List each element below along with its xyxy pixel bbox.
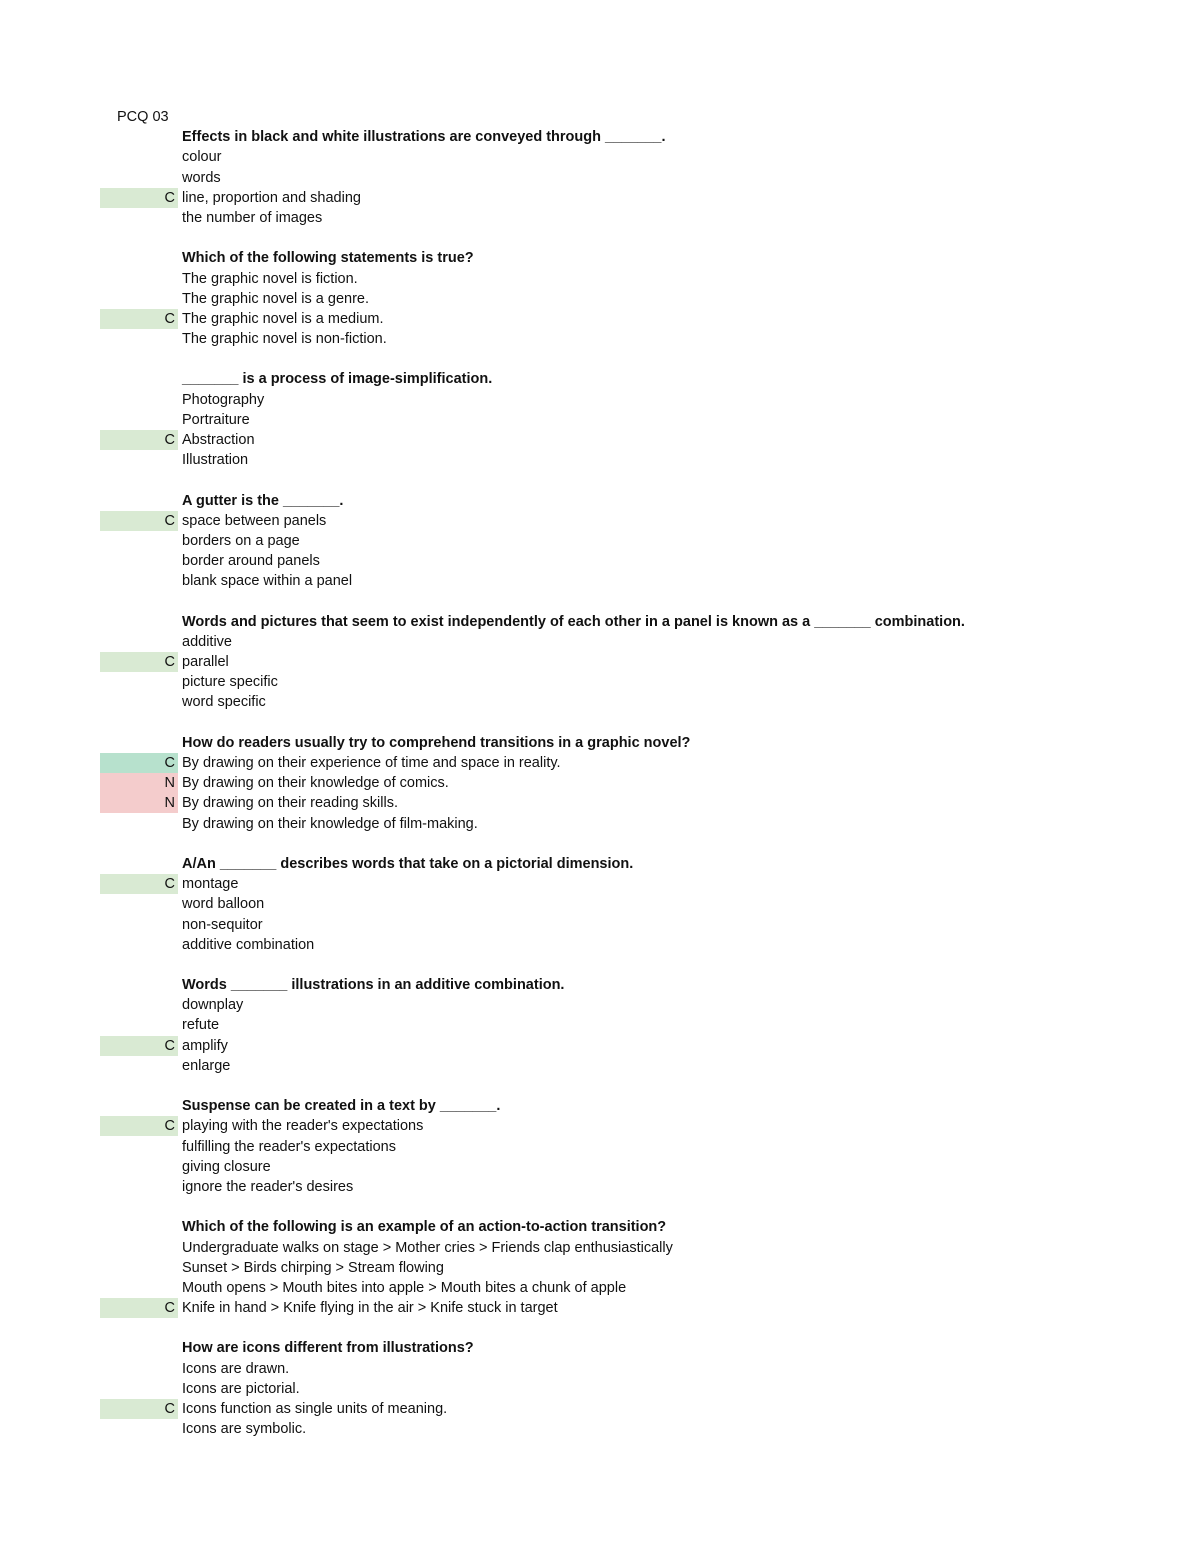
answer-option-text: giving closure: [182, 1158, 271, 1175]
mark-cell: [100, 1419, 178, 1439]
mark-cell: [100, 551, 178, 571]
answer-option-text: borders on a page: [182, 532, 300, 549]
spacer: [0, 834, 1200, 854]
mark-cell: [100, 1359, 178, 1379]
mark-cell: [100, 147, 178, 167]
answer-option-row: [0, 208, 1200, 228]
answer-option-text: border around panels: [182, 553, 320, 570]
correct-mark-cell: C: [100, 309, 178, 329]
answer-option-row: [0, 672, 1200, 692]
mark-cell: [100, 269, 178, 289]
answer-option-row: [0, 571, 1200, 591]
question-row: [0, 975, 1200, 995]
correct-mark-cell: C: [100, 652, 178, 672]
answer-option-row: [0, 511, 1200, 531]
mark-cell: [100, 1379, 178, 1399]
spacer: [0, 1197, 1200, 1217]
answer-option-text: Undergraduate walks on stage > Mother cries > Friends clap enthusiastically: [182, 1239, 673, 1256]
question-text: A gutter is the _______.: [182, 492, 344, 509]
answer-option-text: By drawing on their reading skills.: [182, 795, 398, 812]
answer-option-row: [0, 551, 1200, 571]
answer-option-text: Photography: [182, 391, 265, 408]
question-text: A/An _______ describes words that take on a pictorial dimension.: [182, 855, 634, 872]
answer-option-row: [0, 1278, 1200, 1298]
answer-option-row: [0, 329, 1200, 349]
mark-cell: [100, 814, 178, 834]
answer-option-text: space between panels: [182, 512, 327, 529]
answer-option-text: Icons are pictorial.: [182, 1380, 300, 1397]
answer-option-text: Illustration: [182, 452, 249, 469]
answer-option-text: additive: [182, 633, 232, 650]
question-block: [0, 612, 1200, 733]
answer-option-text: Knife in hand > Knife flying in the air > Knife stuck in target: [182, 1300, 558, 1317]
mark-cell: [100, 672, 178, 692]
answer-option-row: [0, 147, 1200, 167]
correct-mark-cell: C: [100, 874, 178, 894]
mark-cell: [100, 1015, 178, 1035]
question-row: [0, 733, 1200, 753]
correct-mark-cell: C: [100, 430, 178, 450]
question-block: [0, 127, 1200, 248]
mark-cell: [100, 1238, 178, 1258]
answer-option-text: the number of images: [182, 209, 323, 226]
answer-option-text: word balloon: [182, 896, 265, 913]
question-block: [0, 248, 1200, 369]
answer-option-row: [0, 874, 1200, 894]
mark-cell: [100, 390, 178, 410]
answer-option-row: [0, 995, 1200, 1015]
answer-option-row: [0, 793, 1200, 813]
question-block: [0, 1096, 1200, 1217]
question-row: [0, 1338, 1200, 1358]
answer-option-text: Sunset > Birds chirping > Stream flowing: [182, 1259, 444, 1276]
answer-option-text: additive combination: [182, 936, 315, 953]
mark-cell: [100, 410, 178, 430]
answer-option-text: playing with the reader's expectations: [182, 1118, 424, 1135]
answer-option-text: The graphic novel is fiction.: [182, 270, 358, 287]
answer-option-text: enlarge: [182, 1057, 231, 1074]
answer-option-text: By drawing on their knowledge of film-making.: [182, 815, 478, 832]
correct-mark-cell: C: [100, 753, 178, 773]
correct-mark-cell: C: [100, 511, 178, 531]
question-row: [0, 127, 1200, 147]
answer-option-text: By drawing on their knowledge of comics.: [182, 775, 449, 792]
answer-option-row: [0, 390, 1200, 410]
question-block: [0, 1338, 1200, 1459]
mark-cell: [100, 1258, 178, 1278]
answer-option-text: The graphic novel is a genre.: [182, 290, 369, 307]
question-text: Suspense can be created in a text by _______.: [182, 1098, 501, 1115]
answer-option-text: fulfilling the reader's expectations: [182, 1138, 396, 1155]
question-text: Which of the following statements is true?: [182, 250, 474, 267]
answer-option-text: refute: [182, 1017, 220, 1034]
question-text: How do readers usually try to comprehend transitions in a graphic novel?: [182, 734, 691, 751]
question-text: _______ is a process of image-simplification.: [182, 371, 493, 388]
question-row: [0, 612, 1200, 632]
question-row: [0, 248, 1200, 268]
mark-cell: [100, 1278, 178, 1298]
answer-option-row: [0, 1419, 1200, 1439]
answer-option-row: [0, 1359, 1200, 1379]
answer-option-text: colour: [182, 149, 222, 166]
answer-option-row: [0, 1177, 1200, 1197]
correct-mark-cell: C: [100, 1116, 178, 1136]
answer-option-row: [0, 1399, 1200, 1419]
wrong-mark-cell: N: [100, 773, 178, 793]
answer-option-row: [0, 1036, 1200, 1056]
question-block: [0, 854, 1200, 975]
answer-option-text: word specific: [182, 694, 266, 711]
answer-option-row: [0, 289, 1200, 309]
answer-option-text: line, proportion and shading: [182, 189, 361, 206]
mark-cell: [100, 1056, 178, 1076]
question-row: [0, 1096, 1200, 1116]
question-block: [0, 733, 1200, 854]
answer-option-row: [0, 1116, 1200, 1136]
answer-option-row: [0, 1238, 1200, 1258]
answer-option-row: [0, 309, 1200, 329]
answer-option-row: [0, 269, 1200, 289]
sheet-title-row: [0, 107, 1200, 127]
question-text: How are icons different from illustrations?: [182, 1340, 474, 1357]
correct-mark-cell: C: [100, 188, 178, 208]
answer-option-text: montage: [182, 876, 239, 893]
answer-option-row: [0, 935, 1200, 955]
correct-mark-cell: C: [100, 1036, 178, 1056]
question-row: [0, 369, 1200, 389]
answer-option-text: Icons are symbolic.: [182, 1421, 307, 1438]
answer-option-row: [0, 1157, 1200, 1177]
answer-option-row: [0, 773, 1200, 793]
answer-option-text: Abstraction: [182, 432, 255, 448]
mark-cell: [100, 1157, 178, 1177]
answer-option-row: [0, 753, 1200, 773]
mark-cell: [100, 208, 178, 228]
answer-option-row: [0, 188, 1200, 208]
mark-cell: [100, 692, 178, 712]
spacer: [0, 1076, 1200, 1096]
mark-cell: [100, 915, 178, 935]
answer-option-row: [0, 168, 1200, 188]
answer-option-text: By drawing on their experience of time and space in reality.: [182, 755, 561, 771]
answer-option-row: [0, 894, 1200, 914]
question-text: Words _______ illustrations in an additive combination.: [182, 977, 565, 994]
answer-option-row: [0, 531, 1200, 551]
question-text: Effects in black and white illustrations are conveyed through _______.: [182, 129, 666, 146]
spacer: [0, 955, 1200, 975]
answer-option-row: [0, 410, 1200, 430]
question-text: Words and pictures that seem to exist independently of each other in a panel is known as a _______ combination.: [182, 613, 965, 630]
spacer: [0, 713, 1200, 733]
question-row: [0, 1217, 1200, 1237]
mark-cell: [100, 632, 178, 652]
answer-option-text: The graphic novel is non-fiction.: [182, 331, 387, 348]
answer-option-row: [0, 1379, 1200, 1399]
question-block: [0, 491, 1200, 612]
question-row: [0, 854, 1200, 874]
answer-option-row: [0, 814, 1200, 834]
question-list: [0, 127, 1200, 1459]
mark-cell: [100, 894, 178, 914]
question-block: [0, 975, 1200, 1096]
sheet-title: PCQ 03: [117, 109, 169, 125]
answer-option-text: ignore the reader's desires: [182, 1178, 354, 1195]
answer-option-row: [0, 430, 1200, 450]
question-text: Which of the following is an example of an action-to-action transition?: [182, 1219, 667, 1236]
spacer: [0, 228, 1200, 248]
answer-option-text: Icons function as single units of meaning.: [182, 1401, 448, 1417]
answer-option-text: picture specific: [182, 674, 278, 691]
question-block: [0, 1217, 1200, 1338]
answer-option-row: [0, 1298, 1200, 1318]
answer-option-text: amplify: [182, 1037, 228, 1054]
mark-cell: [100, 995, 178, 1015]
spacer: [0, 1439, 1200, 1459]
answer-option-text: non-sequitor: [182, 916, 263, 933]
spacer: [0, 470, 1200, 490]
mark-cell: [100, 531, 178, 551]
mark-cell: [100, 571, 178, 591]
mark-cell: [100, 168, 178, 188]
answer-option-text: words: [182, 169, 221, 186]
answer-option-row: [0, 632, 1200, 652]
answer-option-text: blank space within a panel: [182, 573, 353, 590]
answer-option-text: Portraiture: [182, 411, 250, 428]
spacer: [0, 349, 1200, 369]
answer-option-row: [0, 1137, 1200, 1157]
answer-option-row: [0, 692, 1200, 712]
mark-cell: [100, 935, 178, 955]
answer-option-row: [0, 652, 1200, 672]
mark-cell: [100, 450, 178, 470]
mark-cell: [100, 289, 178, 309]
answer-option-text: downplay: [182, 997, 244, 1014]
answer-option-row: [0, 1258, 1200, 1278]
correct-mark-cell: C: [100, 1298, 178, 1318]
mark-cell: [100, 329, 178, 349]
mark-cell: [100, 1137, 178, 1157]
spacer: [0, 1318, 1200, 1338]
mark-cell: [100, 1177, 178, 1197]
correct-mark-cell: C: [100, 1399, 178, 1419]
quiz-sheet: [0, 107, 1200, 1460]
answer-option-row: [0, 1015, 1200, 1035]
answer-option-text: The graphic novel is a medium.: [182, 310, 384, 327]
spacer: [0, 592, 1200, 612]
question-row: [0, 491, 1200, 511]
question-block: [0, 369, 1200, 490]
answer-option-row: [0, 1056, 1200, 1076]
answer-option-row: [0, 915, 1200, 935]
wrong-mark-cell: N: [100, 793, 178, 813]
answer-option-text: Icons are drawn.: [182, 1360, 290, 1377]
answer-option-text: Mouth opens > Mouth bites into apple > Mouth bites a chunk of apple: [182, 1279, 627, 1296]
answer-option-text: parallel: [182, 654, 229, 671]
answer-option-row: [0, 450, 1200, 470]
